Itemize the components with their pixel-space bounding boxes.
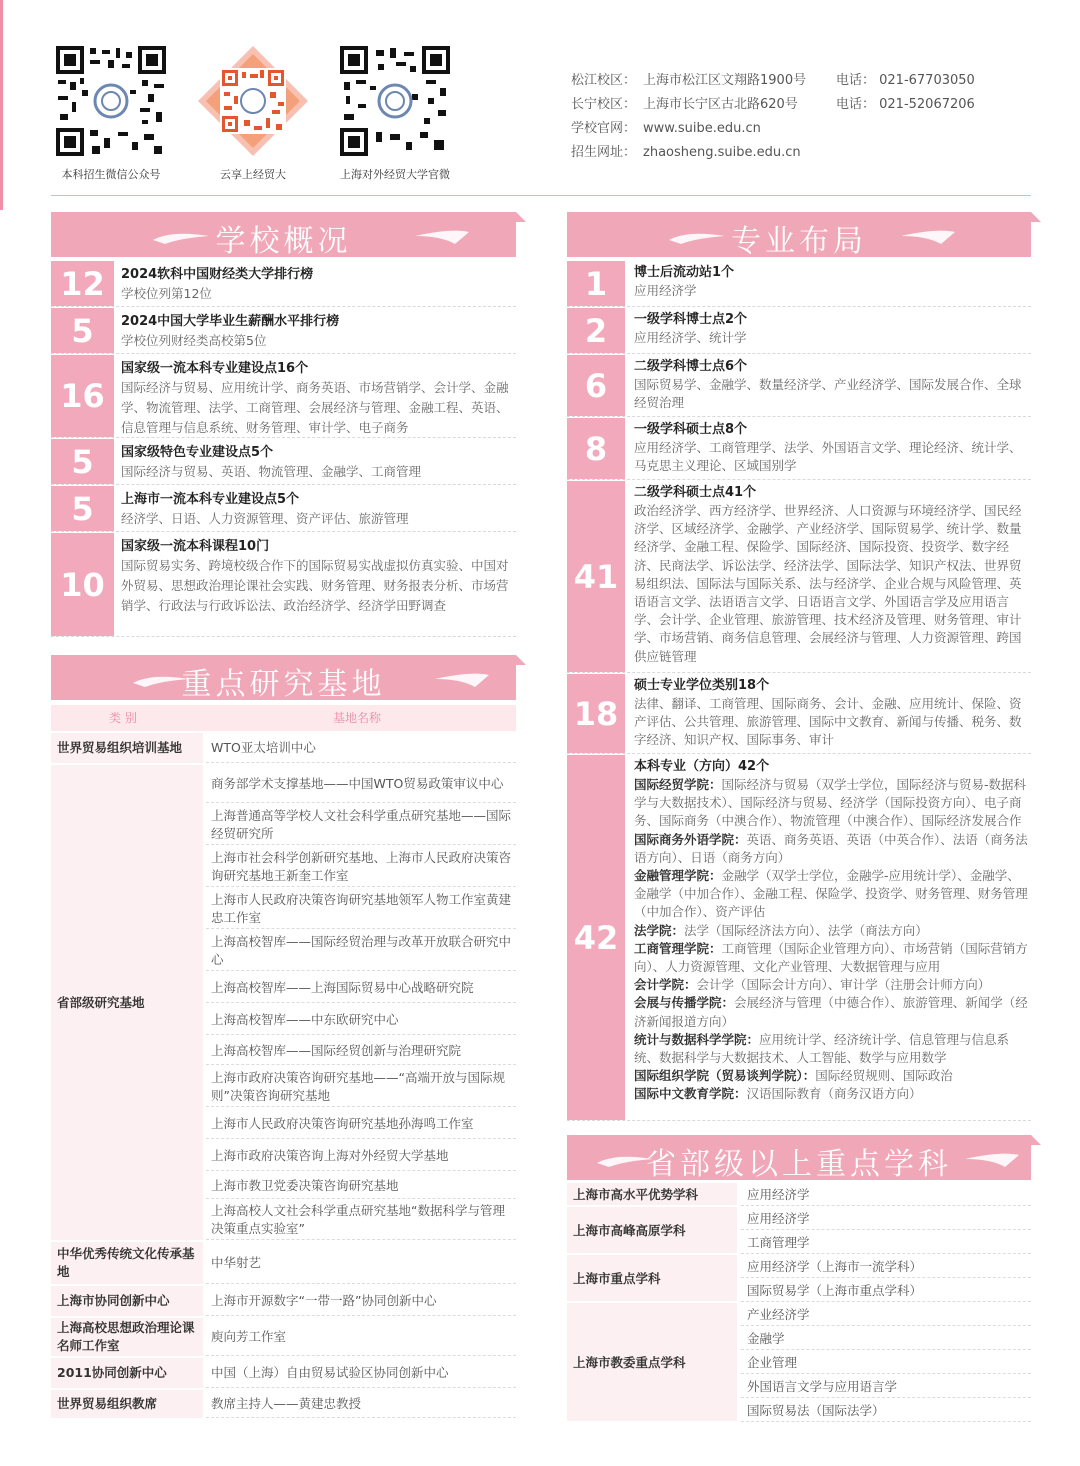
research-base: 教席主持人——黄建忠教授 [206, 1390, 516, 1418]
research-base: 上海市人民政府决策咨询研究基地领军人物工作室黄建忠工作室 [206, 889, 516, 929]
overview-row [51, 533, 516, 637]
contact-changning [571, 93, 975, 117]
school-item [634, 1067, 1029, 1085]
contact-website [571, 117, 761, 141]
school-item [634, 940, 1029, 976]
qr-label-wechat: 本科招生微信公众号 [61, 168, 161, 181]
research-base: 庾向芳工作室 [206, 1318, 516, 1356]
major-title: 本科专业（方向）42个 [634, 759, 770, 774]
major-number: 8 [567, 418, 625, 479]
research-base: 上海市政府决策咨询研究基地——“高端开放与国际规则”决策咨询研究基地 [206, 1067, 516, 1107]
research-base: 商务部学术支撑基地——中国WTO贸易政策审议中心 [206, 765, 516, 803]
overview-number: 12 [51, 261, 114, 306]
research-base: 上海高校智库——国际经贸创新与治理研究院 [206, 1037, 516, 1065]
contact-key: 学校官网： [571, 121, 637, 136]
school-majors: 应用统计学、经济统计学、信息管理与信息系统、数据科学与大数据技术、人工智能、数学与应用数学 [634, 1031, 1010, 1066]
section-header-overview [51, 212, 516, 257]
discipline-item: 国际贸易法（国际法学） [741, 1398, 1031, 1422]
school-majors: 英语、商务英语、英语（中英合作）、法语（商务法语方向）、日语（商务方向） [634, 831, 1028, 865]
research-base: 上海高校智库——国际经贸治理与改革开放联合研究中心 [206, 931, 516, 971]
section-title: 专业布局 [731, 224, 867, 259]
school-majors: 国际经济与贸易（双学士学位，国际经济与贸易-数据科学与大数据技术）、国际经济与贸易、经济学（国际投资方向）、电子商务、国际商务（中澳合作）、物流管理（中澳合作）、国际经济发展合作 [634, 777, 1027, 829]
research-category: 世界贸易组织培训基地 [51, 733, 203, 763]
major-row [567, 261, 1031, 307]
overview-number: 5 [51, 439, 114, 484]
major-number: 18 [567, 674, 625, 753]
overview-row [51, 261, 516, 307]
section-title: 学校概况 [215, 224, 352, 259]
school-name: 法学院： [634, 922, 685, 938]
discipline-item: 外国语言文学与应用语言学 [741, 1374, 1031, 1398]
bird-icon [897, 226, 957, 246]
overview-row [51, 308, 516, 354]
discipline-category: 上海市重点学科 [567, 1255, 737, 1301]
discipline-item: 应用经济学 [741, 1182, 1031, 1206]
bird-icon [431, 669, 491, 689]
major-desc: 政治经济学、西方经济学、世界经济、人口资源与环境经济学、国民经济学、区域经济学、金融学、产业经济学、国际贸易学、统计学、数量经济学、金融工程、保险学、国际经济、国际投资、投资学、数字经济、民商法学、诉讼法学、经济法学、国际法学、知识产权法、世界贸易组织法、国际法与国际关系、法与经济学、企业合规与风险管理、英语语言文学、法语语言文学、日语语言文学、外国语言学及应用语言学、会计学、企业管理、旅游管理、技术经济及管理、财务管理、审计学、市场营销、商务信息管理、会展经济与管理、人力资源管理、跨国供应链管理 [634, 503, 1022, 664]
major-row [567, 674, 1031, 754]
qr-label-mini-program: 云享上经贸大 [220, 168, 286, 181]
research-base: 中国（上海）自由贸易试验区协同创新中心 [206, 1358, 516, 1388]
overview-desc: 学校位列财经类高校第5位 [121, 333, 267, 348]
school-majors: 会展经济与管理（中德合作）、旅游管理、新闻学（经济新闻报道方向） [634, 995, 1028, 1029]
research-base: WTO亚太培训中心 [206, 733, 516, 763]
research-base: 上海高校人文社会科学重点研究基地“数据科学与管理决策重点实验室” [206, 1201, 516, 1240]
discipline-category: 上海市教委重点学科 [567, 1303, 737, 1421]
discipline-item: 应用经济学（上海市一流学科） [741, 1254, 1031, 1278]
school-item [634, 867, 1029, 922]
major-number: 42 [567, 755, 625, 1120]
school-name: 会展与传播学院： [634, 995, 735, 1011]
major-row [567, 355, 1031, 417]
overview-number: 5 [51, 308, 114, 353]
overview-number: 5 [51, 486, 114, 531]
major-title: 一级学科博士点2个 [634, 312, 748, 327]
admission-link[interactable]: zhaosheng.suibe.edu.cn [643, 145, 801, 160]
major-row [567, 418, 1031, 480]
overview-desc: 经济学、日语、人力资源管理、资产评估、旅游管理 [121, 511, 409, 526]
major-desc: 应用经济学、工商管理学、法学、外国语言文学、理论经济、统计学、马克思主义理论、区域国别学 [634, 440, 1022, 474]
contact-key: 长宁校区： [571, 97, 637, 112]
section-title: 省部级以上重点学科 [646, 1147, 952, 1182]
research-base: 上海市政府决策咨询上海对外经贸大学基地 [206, 1141, 516, 1171]
overview-desc: 学校位列第12位 [121, 286, 212, 301]
major-row [567, 481, 1031, 673]
school-majors: 国际经贸规则、国际政治 [815, 1068, 953, 1084]
contact-admission [571, 141, 801, 165]
major-title: 博士后流动站1个 [634, 265, 735, 280]
research-base: 上海高校智库——中东欧研究中心 [206, 1005, 516, 1035]
discipline-item: 国际贸易学（上海市重点学科） [741, 1278, 1031, 1302]
contact-key: 松江校区： [571, 73, 637, 88]
major-number: 41 [567, 481, 625, 672]
discipline-category: 上海市高峰高原学科 [567, 1207, 737, 1253]
overview-title: 2024软科中国财经类大学排行榜 [121, 267, 314, 282]
discipline-item: 企业管理 [741, 1350, 1031, 1374]
contact-songjiang [571, 69, 975, 93]
contact-key: 招生网址： [571, 145, 637, 160]
section-header-majors [567, 212, 1031, 257]
contact-phone: 电话： 021-52067206 [836, 97, 975, 112]
website-link[interactable]: www.suibe.edu.cn [643, 121, 761, 136]
section-header-key-disciplines [567, 1135, 1031, 1180]
research-category: 省部级研究基地 [51, 765, 203, 1240]
research-category: 上海高校思想政治理论课名师工作室 [51, 1318, 203, 1356]
school-name: 金融管理学院： [634, 868, 722, 884]
school-majors: 金融学（双学士学位，金融学-应用统计学）、金融学、金融学（中加合作）、金融工程、保险学、投资学、财务管理、财务管理（中加合作）、资产评估 [634, 868, 1028, 920]
school-item [634, 994, 1029, 1030]
major-title: 硕士专业学位类别18个 [634, 678, 770, 693]
overview-title: 2024中国大学毕业生薪酬水平排行榜 [121, 314, 340, 329]
school-majors: 会计学（国际会计方向）、审计学（注册会计师方向） [696, 977, 991, 993]
school-name: 国际经贸学院： [634, 777, 722, 792]
discipline-item: 产业经济学 [741, 1302, 1031, 1326]
overview-row [51, 486, 516, 532]
overview-desc: 国际经济与贸易、英语、物流管理、金融学、工商管理 [121, 464, 422, 479]
overview-title: 国家级一流本科专业建设点16个 [121, 361, 309, 376]
school-name: 国际中文教育学院： [634, 1086, 747, 1102]
qr-code-wechat[interactable] [56, 46, 166, 156]
overview-title: 上海市一流本科专业建设点5个 [121, 492, 300, 507]
research-category: 中华优秀传统文化传承基地 [51, 1242, 203, 1284]
major-desc: 国际贸易学、金融学、数量经济学、产业经济学、国际发展合作、全球经贸治理 [634, 377, 1022, 411]
divider [51, 195, 1031, 196]
research-base: 上海市开源数字“一带一路”协同创新中心 [206, 1286, 516, 1316]
research-category: 世界贸易组织教席 [51, 1390, 203, 1418]
section-header-research [51, 655, 516, 700]
overview-row [51, 355, 516, 438]
school-name: 工商管理学院： [634, 940, 722, 956]
school-name: 国际商务外语学院： [634, 831, 747, 847]
school-item [634, 976, 1029, 994]
research-table-header [51, 705, 516, 731]
school-item [634, 831, 1029, 867]
school-majors: 汉语国际教育（商务汉语方向） [746, 1086, 922, 1102]
school-item [634, 922, 1029, 940]
major-number: 2 [567, 308, 625, 353]
major-desc: 法律、翻译、工商管理、国际商务、会计、金融、应用统计、保险、资产评估、公共管理、旅游管理、国际中文教育、新闻与传播、税务、数字经济、知识产权、国际事务、审计 [634, 696, 1022, 748]
major-number: 1 [567, 261, 625, 306]
school-name: 统计与数据科学学院： [634, 1031, 760, 1047]
qr-code-mini-program[interactable] [198, 46, 308, 156]
major-row-undergrad [567, 755, 1031, 1121]
overview-row [51, 439, 516, 485]
col-name: 基地名称 [333, 711, 382, 725]
discipline-item: 工商管理学 [741, 1230, 1031, 1254]
major-desc: 应用经济学、统计学 [634, 330, 747, 345]
major-title: 二级学科硕士点41个 [634, 485, 757, 500]
research-base: 上海普通高等学校人文社会科学重点研究基地——国际经贸研究所 [206, 805, 516, 845]
discipline-item: 应用经济学 [741, 1206, 1031, 1230]
qr-image [340, 46, 450, 156]
qr-code-official-weibo[interactable] [340, 46, 450, 156]
overview-desc: 国际经济与贸易、应用统计学、商务英语、市场营销学、会计学、金融学、物流管理、法学、工商管理、会展经济与管理、金融工程、英语、信息管理与信息系统、财务管理、审计学、电子商务 [121, 380, 509, 435]
school-item [634, 776, 1029, 831]
major-row [567, 308, 1031, 354]
bird-icon [961, 1149, 1021, 1169]
mini-program-code-image [198, 46, 308, 156]
research-category: 2011协同创新中心 [51, 1358, 203, 1388]
col-category: 类 别 [109, 711, 137, 725]
qr-label-weibo: 上海对外经贸大学官微 [340, 168, 450, 181]
overview-desc: 国际贸易实务、跨境校级合作下的国际贸易实战虚拟仿真实验、中国对外贸易、思想政治理论课社会实践、财务管理、财务报表分析、市场营销学、行政法与行政诉讼法、政治经济学、经济学田野调查 [121, 558, 509, 613]
research-base: 上海市人民政府决策咨询研究基地孙海鸣工作室 [206, 1109, 516, 1139]
research-base: 上海市社会科学创新研究基地、上海市人民政府决策咨询研究基地王新奎工作室 [206, 847, 516, 887]
school-majors: 工商管理（国际企业管理方向）、市场营销（国际营销方向）、人力资源管理、文化产业管理、大数据管理与应用 [634, 940, 1028, 975]
major-title: 一级学科硕士点8个 [634, 422, 748, 437]
research-base: 中华射艺 [206, 1242, 516, 1284]
bird-icon [411, 226, 471, 246]
major-desc: 应用经济学 [634, 283, 697, 298]
discipline-item: 金融学 [741, 1326, 1031, 1350]
left-edge-strip [0, 0, 3, 210]
contact-address: 上海市长宁区古北路620号 [643, 97, 798, 112]
school-name: 国际组织学院（贸易谈判学院）： [634, 1068, 816, 1084]
school-majors: 法学（国际经济法方向）、法学（商法方向） [684, 922, 928, 938]
contact-address: 上海市松江区文翔路1900号 [643, 73, 807, 88]
qr-image [56, 46, 166, 156]
research-base: 上海高校智库——上海国际贸易中心战略研究院 [206, 973, 516, 1003]
research-base: 上海市教卫党委决策咨询研究基地 [206, 1173, 516, 1199]
overview-title: 国家级一流本科课程10门 [121, 539, 270, 554]
discipline-category: 上海市高水平优势学科 [567, 1183, 737, 1205]
school-name: 会计学院： [634, 977, 697, 993]
contact-phone: 电话： 021-67703050 [836, 73, 975, 88]
overview-title: 国家级特色专业建设点5个 [121, 445, 274, 460]
school-item [634, 1031, 1029, 1067]
school-item [634, 1085, 1029, 1103]
major-number: 6 [567, 355, 625, 416]
research-category: 上海市协同创新中心 [51, 1286, 203, 1316]
section-title: 重点研究基地 [181, 667, 386, 702]
overview-number: 10 [51, 533, 114, 636]
major-title: 二级学科博士点6个 [634, 359, 748, 374]
overview-number: 16 [51, 355, 114, 437]
